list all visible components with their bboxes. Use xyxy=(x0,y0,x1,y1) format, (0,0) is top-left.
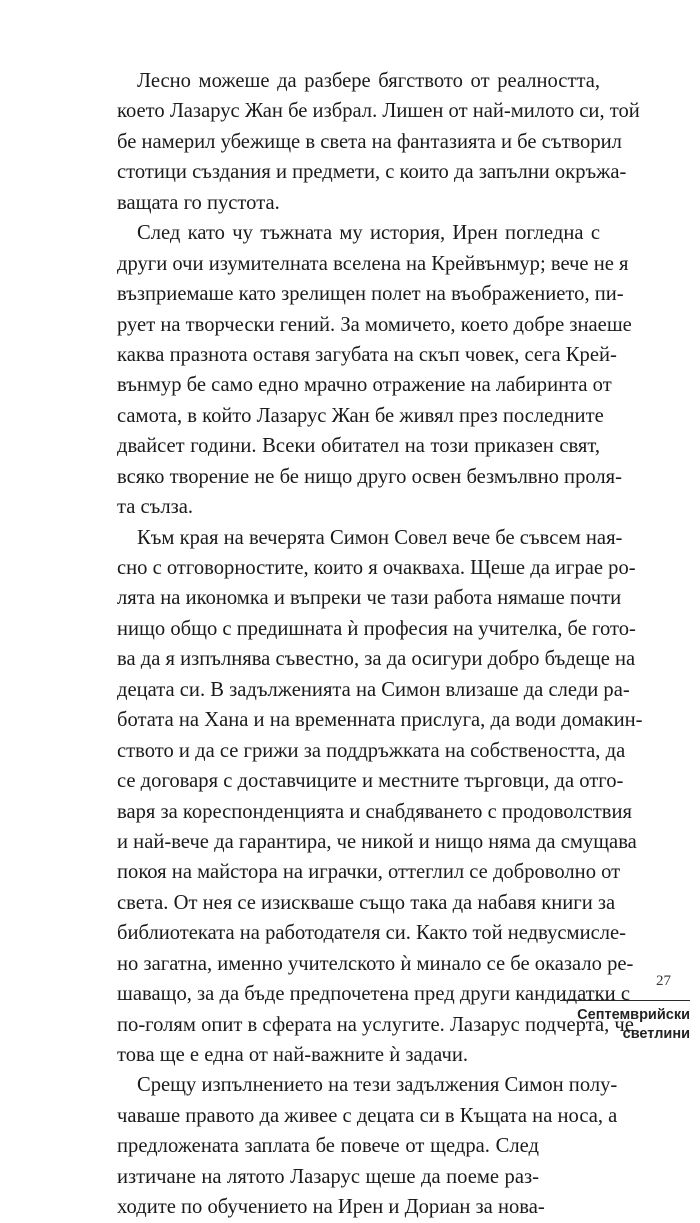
text-line: ботата на Хана и на временната прислуга, да води домакин- xyxy=(117,709,643,732)
text-line: сно с отговорностите, които я очакваха. Щеше да играе ро- xyxy=(117,557,636,579)
text-line: по-голям опит в сферата на услугите. Лазарус подчерта, че xyxy=(117,1013,634,1036)
text-line: нищо общо с предишната ѝ професия на учителка, бе гото- xyxy=(117,617,636,640)
text-line: варя за кореспонденцията и снабдяването с продоволствия xyxy=(117,800,632,823)
page-number: 27 xyxy=(656,973,671,989)
text-line: Срещу изпълнението на тези задължения Симон полу- xyxy=(137,1074,618,1097)
text-line: което Лазарус Жан бе избрал. Лишен от най-милото си, той xyxy=(117,100,640,123)
text-line: библиотеката на работодателя си. Както той недвусмисле- xyxy=(117,922,627,945)
text-line: ващата го пустота. xyxy=(117,191,280,214)
text-line: предложената заплата бе повече от щедра. След xyxy=(117,1135,539,1158)
running-title xyxy=(560,1000,690,1044)
text-line: бе намерил убежище в света на фантазията и бе сътворил xyxy=(117,130,622,153)
running-title-line: светлини xyxy=(622,1026,690,1042)
text-line: вънмур бе само едно мрачно отражение на лабиринта от xyxy=(117,374,612,397)
text-line: децата си. В задълженията на Симон влизаше да следи ра- xyxy=(117,678,630,701)
text-line: се договаря с доставчиците и местните търговци, да отго- xyxy=(117,770,624,793)
text-line: шаващо, за да бъде предпочетена пред други кандидатки с xyxy=(117,983,630,1006)
text-line: След като чу тъжната му история, Ирен погледна с xyxy=(137,222,600,245)
text-line: покоя на майстора на играчки, оттеглил се доброволно от xyxy=(117,861,621,884)
text-line: света. От нея се изискваше също така да набавя книги за xyxy=(117,891,616,914)
text-line: но загатна, именно учителското ѝ минало се бе оказало ре- xyxy=(117,952,634,975)
text-line: ходите по обучението на Ирен и Дориан за нова- xyxy=(117,1196,545,1219)
text-line: та сълза. xyxy=(117,496,194,519)
text-line: и най-вече да гарантира, че никой и нищо няма да смущава xyxy=(117,830,637,853)
text-line: ва да я изпълнява съвестно, за да осигури добро бъдеще на xyxy=(117,648,636,671)
text-line: други очи изумителната вселена на Крейвънмур; вече не я xyxy=(117,252,629,275)
text-line: това ще е една от най-важните ѝ задачи. xyxy=(117,1044,468,1066)
text-line: всяко творение не бе нищо друго освен безмълвно проля- xyxy=(117,465,622,488)
text-line: Към края на вечерята Симон Совел вече бе съвсем ная- xyxy=(137,526,623,549)
text-line: възприемаше като зрелищен полет на въображението, пи- xyxy=(117,283,624,306)
text-line: самота, в който Лазарус Жан бе живял през последните xyxy=(117,404,604,427)
text-line: лята на икономка и въпреки че тази работа нямаше почти xyxy=(117,587,622,610)
text-line: стотици създания и предмети, с които да запълни окръжа- xyxy=(117,161,627,184)
text-line: рует на творчески гений. За момичето, което добре знаеше xyxy=(117,313,632,336)
text-line: ството и да се грижи за поддръжката на собствеността, да xyxy=(117,739,626,762)
text-line: Лесно можеше да разбере бягството от реалността, xyxy=(137,70,600,92)
text-line: двайсет години. Всеки обитател на този приказен свят, xyxy=(117,435,600,458)
text-line: каква празнота оставя загубата на скъп човек, сега Крей- xyxy=(117,343,617,366)
text-line: чаваше правото да живее с децата си в Къщата на носа, а xyxy=(117,1104,618,1127)
running-title-line: Септемврийски xyxy=(577,1007,690,1023)
text-line: изтичане на лятото Лазарус щеше да поеме раз- xyxy=(117,1165,539,1188)
